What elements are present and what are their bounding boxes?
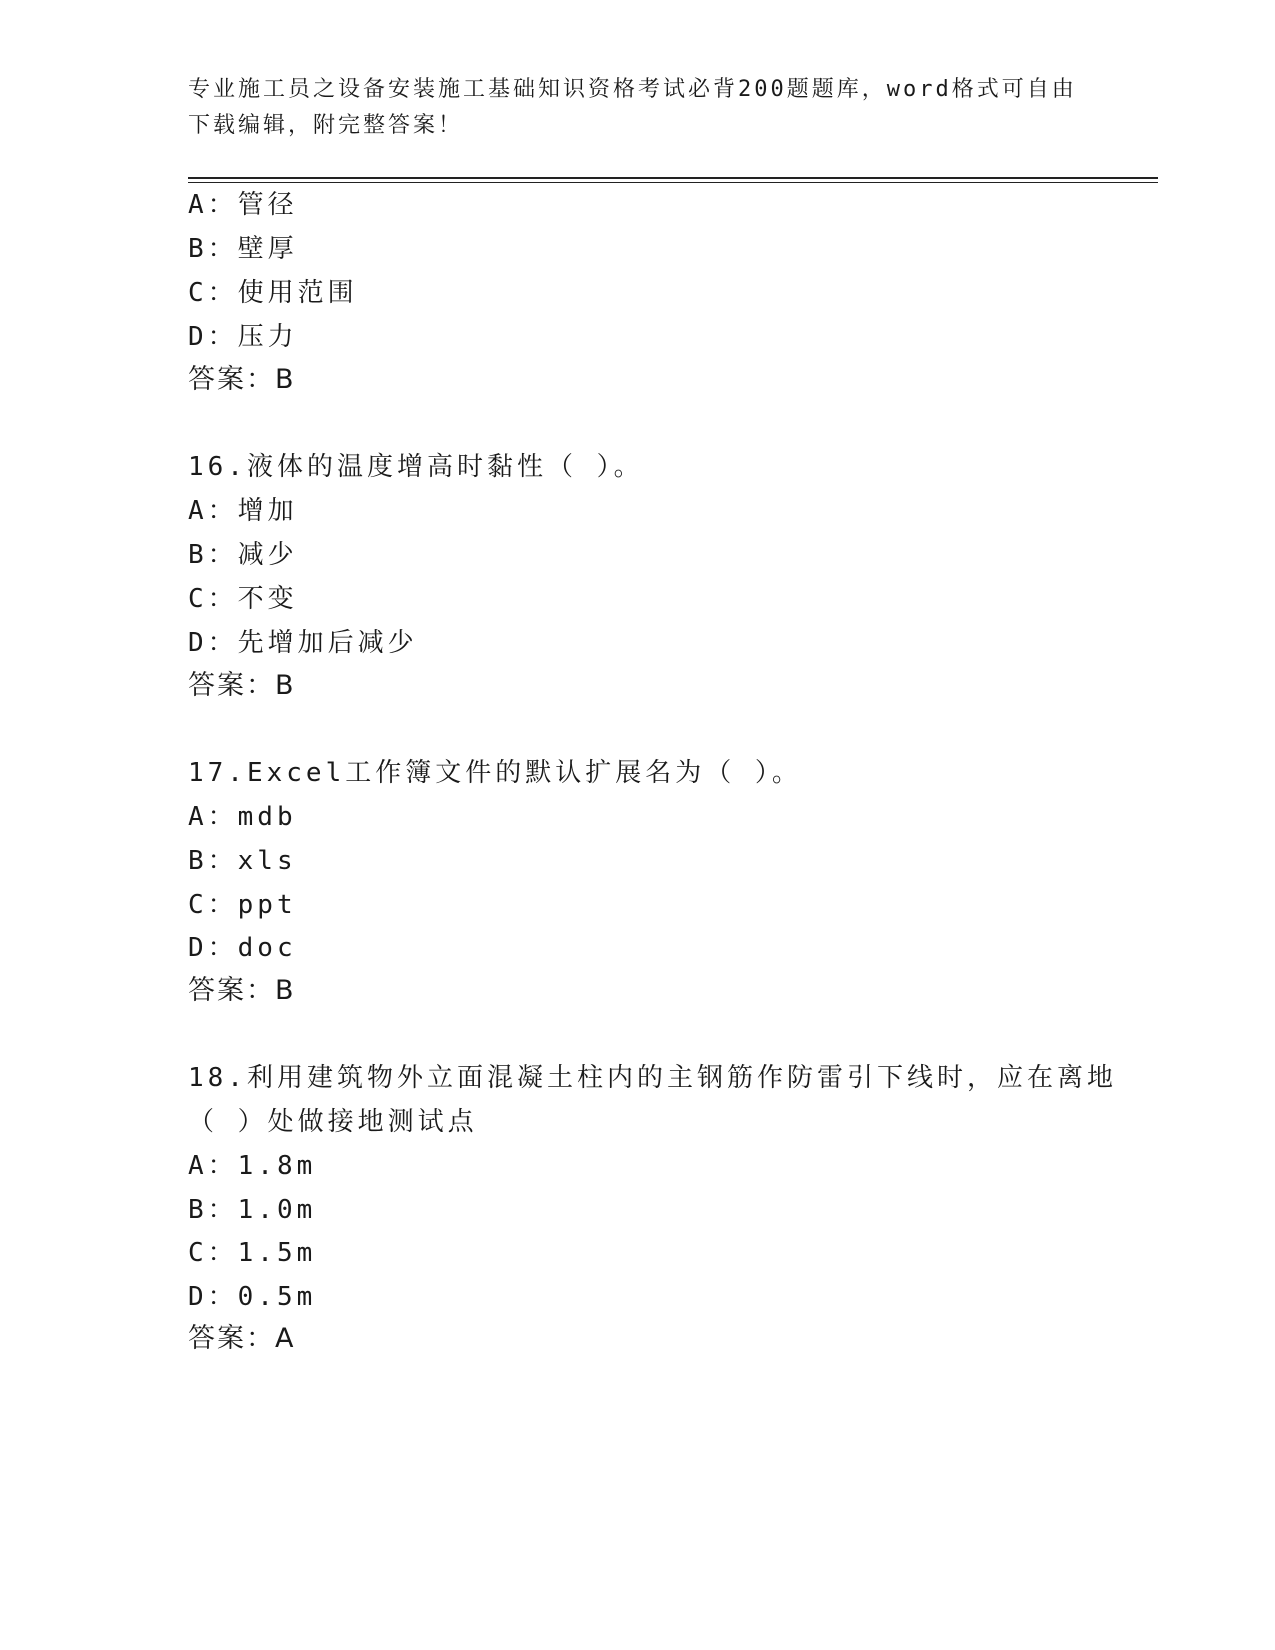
q17-option-d: D：doc [188, 933, 297, 963]
q18-option-c: C：1.5m [188, 1238, 317, 1268]
q18-option-d: D：0.5m [188, 1282, 317, 1312]
q16-option-d: D：先增加后减少 [188, 628, 418, 658]
q15-option-a: A：管径 [188, 190, 298, 220]
q16-option-b: B：减少 [188, 540, 298, 570]
q17-question: 17.Excel工作簿文件的默认扩展名为（ ）。 [188, 758, 802, 788]
q16-answer: 答案：B [188, 670, 296, 701]
q16-question: 16.液体的温度增高时黏性（ ）。 [188, 452, 644, 482]
document-header: 专业施工员之设备安装施工基础知识资格考试必背200题题库，word格式可自由下载编辑，附完整答案！ [188, 77, 1077, 138]
header-rule-thin [188, 182, 1158, 183]
q17-option-c: C：ppt [188, 890, 297, 920]
q18-answer: 答案：A [188, 1323, 296, 1354]
q18-question-line2: （ ）处做接地测试点 [188, 1107, 478, 1137]
q18-option-b: B：1.0m [188, 1195, 317, 1225]
q15-option-d: D：压力 [188, 322, 298, 352]
q15-option-b: B：壁厚 [188, 234, 298, 264]
q16-option-a: A：增加 [188, 496, 298, 526]
header-rule [188, 177, 1158, 179]
q15-option-c: C：使用范围 [188, 278, 358, 308]
q17-option-a: A：mdb [188, 802, 297, 832]
q17-answer: 答案：B [188, 975, 296, 1006]
q17-option-b: B：xls [188, 846, 297, 876]
q18-option-a: A：1.8m [188, 1151, 317, 1181]
q16-option-c: C：不变 [188, 584, 298, 614]
q15-answer: 答案：B [188, 364, 296, 395]
q18-question-line1: 18.利用建筑物外立面混凝土柱内的主钢筋作防雷引下线时，应在离地 [188, 1063, 1117, 1093]
